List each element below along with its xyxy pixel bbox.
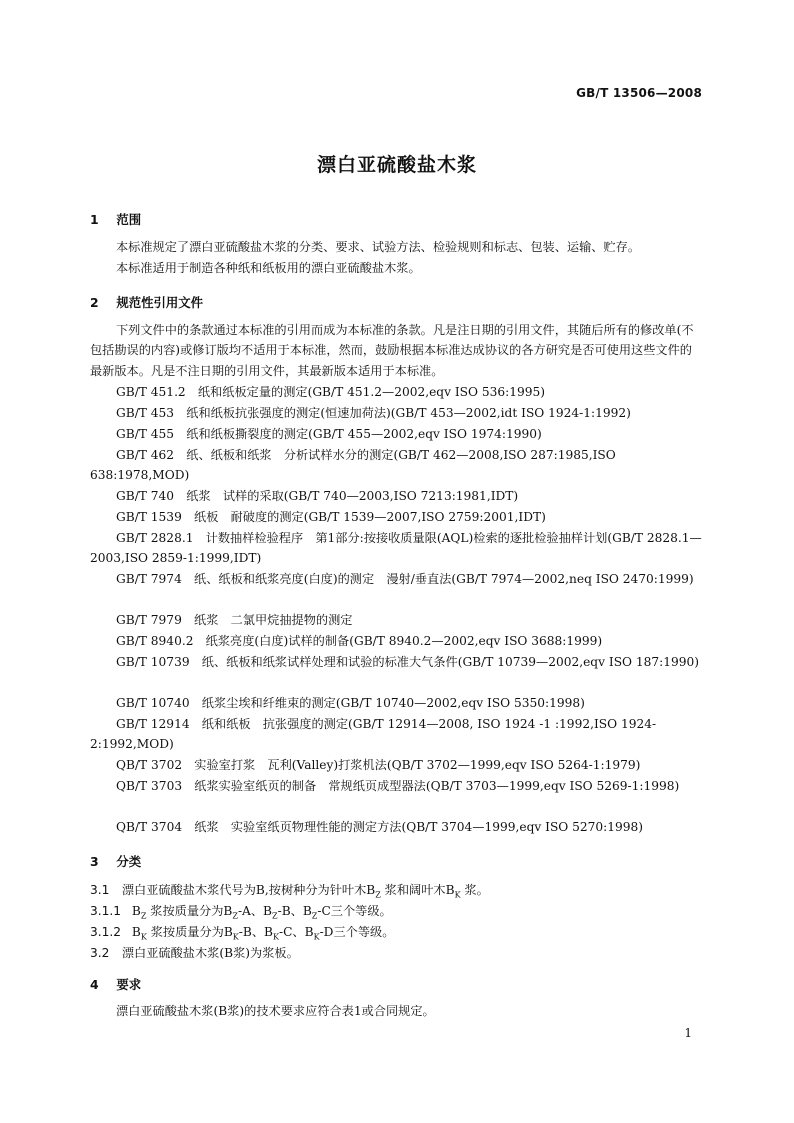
clause-text: 浆和阔叶木B: [384, 883, 455, 897]
scope-paragraph-2: 本标准适用于制造各种纸和纸板用的漂白亚硫酸盐木浆。: [116, 261, 421, 275]
section-number: 1: [90, 212, 99, 227]
reference-item: QB/T 3703 纸浆实验室纸页的制备 常规纸页成型器法(QB/T 3703—1999,eqv ISO 5269-1:1998): [116, 779, 680, 793]
section-number: 3: [90, 854, 99, 869]
reference-item: QB/T 3702 实验室打浆 瓦利(Valley)打浆机法(QB/T 3702—1999,eqv ISO 5264-1:1979): [116, 758, 641, 772]
references-intro: 下列文件中的条款通过本标准的引用而成为本标准的条款。凡是注日期的引用文件，其随后所有的修改单(不包括勘误的内容)或修订版均不适用于本标准，然而，鼓励根据本标准达成协议的各方研究是否可使用这些文件的最新版本。凡是不注日期的引用文件，其最新版本适用于本标准。: [90, 323, 694, 378]
reference-item: GB/T 451.2 纸和纸板定量的测定(GB/T 451.2—2002,eqv ISO 536:1995): [116, 385, 546, 399]
clause-text: B: [131, 925, 141, 939]
subscript: K: [232, 932, 239, 942]
page-number: 1: [684, 1026, 692, 1040]
clause-number: 3.1: [90, 883, 110, 897]
clause-text: -B、B: [238, 925, 273, 939]
section-1-heading: [90, 210, 141, 228]
clause-number: 3.1.2: [90, 925, 122, 939]
section-4-heading: [90, 975, 141, 993]
requirements-paragraph: 漂白亚硫酸盐木浆(B浆)的技术要求应符合表1或合同规定。: [116, 1004, 435, 1018]
subscript: Z: [232, 911, 238, 921]
section-number: 2: [90, 295, 99, 310]
reference-item: GB/T 10739 纸、纸板和纸浆试样处理和试验的标准大气条件(GB/T 10739—2002,eqv ISO 187:1990): [116, 655, 700, 669]
clause-text: 浆按质量分为B: [150, 925, 233, 939]
reference-item: GB/T 740 纸浆 试样的采取(GB/T 740—2003,ISO 7213:1981,IDT): [116, 489, 519, 503]
subscript: K: [454, 890, 461, 900]
clause-3-1-1: [90, 902, 392, 920]
reference-item: GB/T 10740 纸浆尘埃和纤维束的测定(GB/T 10740—2002,eqv ISO 5350:1998): [116, 696, 585, 710]
subscript: Z: [272, 911, 278, 921]
subscript: K: [313, 932, 320, 942]
reference-item: GB/T 455 纸和纸板撕裂度的测定(GB/T 455—2002,eqv ISO 1974:1990): [116, 427, 542, 441]
clause-text: 漂白亚硫酸盐木浆(B浆)为浆板。: [121, 946, 299, 960]
clause-3-1-2: [90, 923, 394, 941]
subscript: Z: [375, 890, 381, 900]
section-title: 要求: [116, 977, 142, 992]
subscript: K: [140, 932, 147, 942]
clause-text: 浆按质量分为B: [150, 904, 233, 918]
reference-item: GB/T 2828.1 计数抽样检验程序 第1部分:按接收质量限(AQL)检索的逐批检验抽样计划(GB/T 2828.1—2003,ISO 2859-1:1999,IDT): [90, 531, 702, 566]
clause-text: -D三个等级。: [319, 925, 395, 939]
section-title: 规范性引用文件: [116, 295, 204, 310]
clause-text: -B、B: [277, 904, 312, 918]
section-title: 分类: [116, 854, 142, 869]
reference-item: GB/T 7974 纸、纸板和纸浆亮度(白度)的测定 漫射/垂直法(GB/T 7974—2002,neq ISO 2470:1999): [116, 572, 694, 586]
section-3-heading: [90, 852, 141, 870]
clause-text: 漂白亚硫酸盐木浆代号为B,按树种分为针叶木B: [121, 883, 376, 897]
section-title: 范围: [116, 212, 142, 227]
subscript: Z: [311, 911, 318, 921]
reference-item: GB/T 12914 纸和纸板 抗张强度的测定(GB/T 12914—2008, ISO 1924 -1 :1992,ISO 1924-2:1992,MOD): [90, 717, 657, 752]
reference-item: GB/T 462 纸、纸板和纸浆 分析试样水分的测定(GB/T 462—2008,ISO 287:1985,ISO 638:1978,MOD): [90, 448, 616, 483]
clause-number: 3.1.1: [90, 904, 122, 918]
section-2-heading: [90, 293, 203, 311]
scope-paragraph-1: 本标准规定了漂白亚硫酸盐木浆的分类、要求、试验方法、检验规则和标志、包装、运输、贮存。: [116, 240, 641, 254]
clause-text: -C、B: [278, 925, 314, 939]
document-title: 漂白亚硫酸盐木浆: [316, 154, 477, 176]
standard-code: GB/T 13506—2008: [576, 86, 702, 100]
clause-number: 3.2: [90, 946, 110, 960]
clause-text: 浆。: [464, 883, 489, 897]
clause-3-1: [90, 881, 489, 899]
clause-3-2: [90, 944, 299, 961]
reference-item: GB/T 8940.2 纸浆亮度(白度)试样的制备(GB/T 8940.2—2002,eqv ISO 3688:1999): [116, 634, 603, 648]
reference-item: GB/T 1539 纸板 耐破度的测定(GB/T 1539—2007,ISO 2759:2001,IDT): [116, 510, 546, 524]
reference-item: GB/T 7979 纸浆 二氯甲烷抽提物的测定: [116, 613, 353, 627]
subscript: K: [273, 932, 279, 942]
clause-text: -A、B: [237, 904, 273, 918]
section-number: 4: [90, 977, 99, 992]
reference-item: GB/T 453 纸和纸板抗张强度的测定(恒速加荷法)(GB/T 453—2002,idt ISO 1924-1:1992): [116, 406, 631, 420]
clause-text: -C三个等级。: [317, 904, 392, 918]
subscript: Z: [140, 911, 147, 921]
reference-item: QB/T 3704 纸浆 实验室纸页物理性能的测定方法(QB/T 3704—1999,eqv ISO 5270:1998): [116, 820, 644, 834]
clause-text: B: [131, 904, 141, 918]
